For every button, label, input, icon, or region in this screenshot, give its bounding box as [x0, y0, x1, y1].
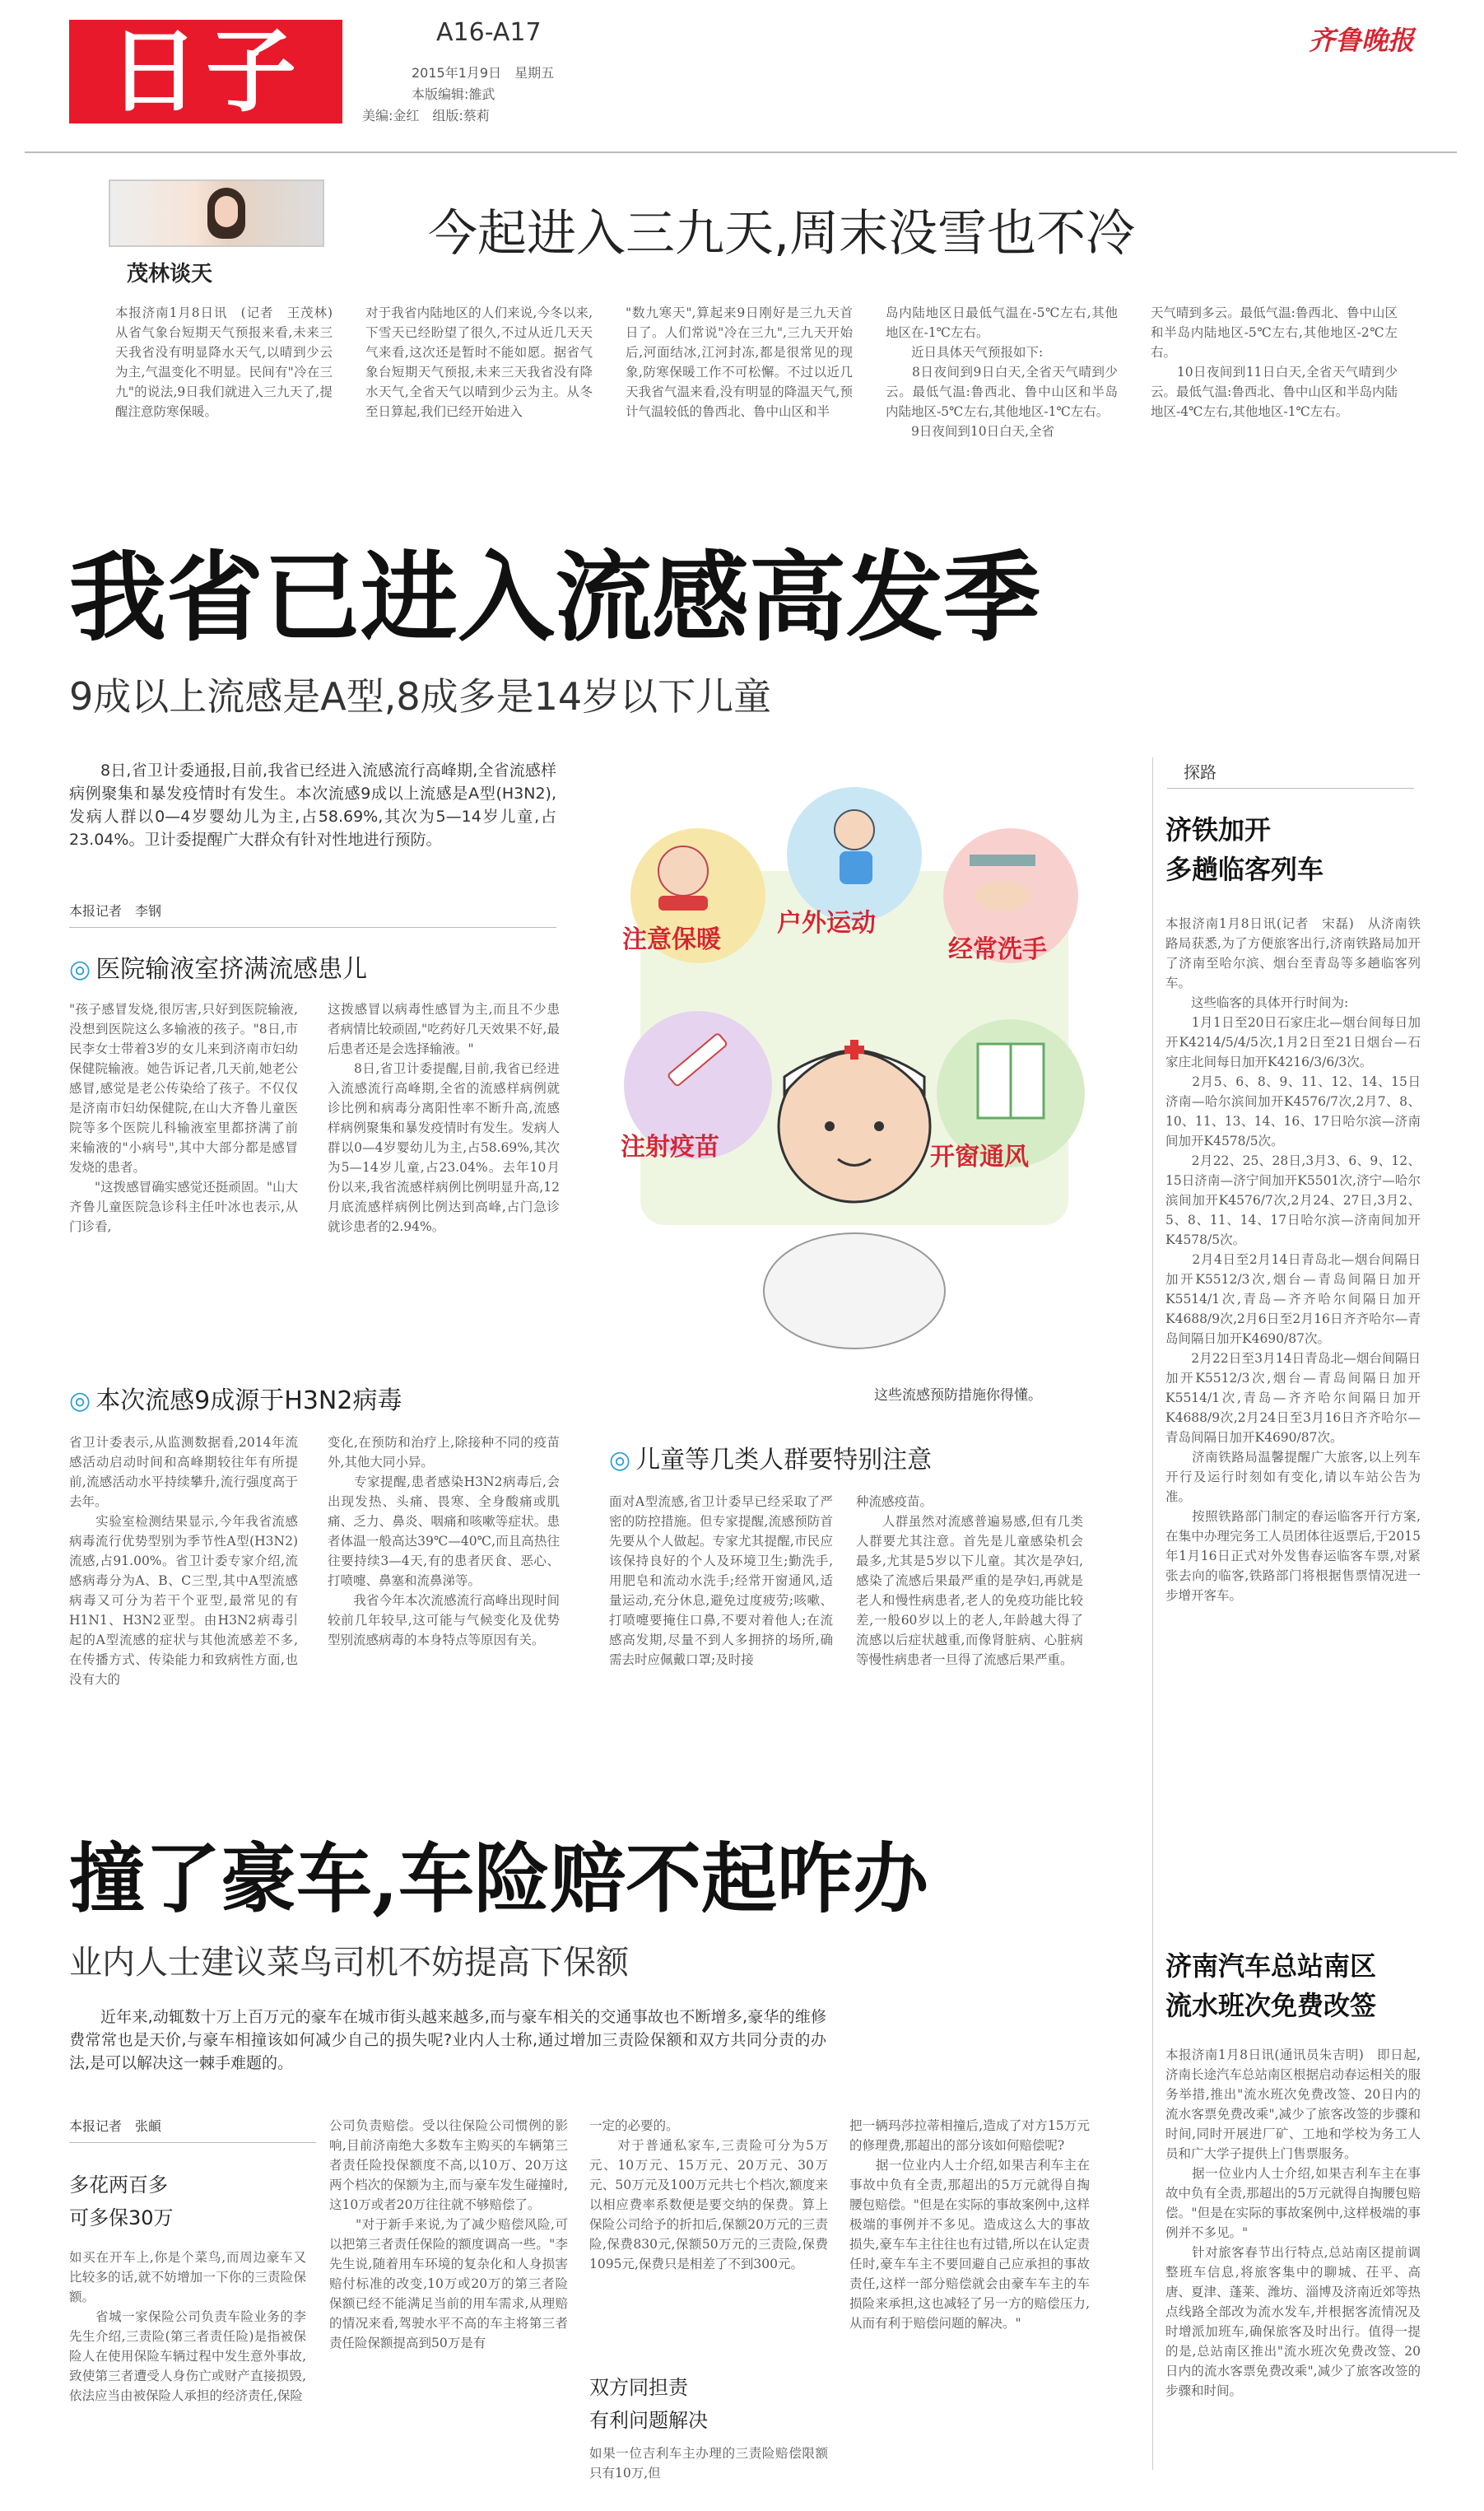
car-sub2-line1: 双方同担责: [589, 2376, 688, 2399]
flu-sec2-col-2: 变化,在预防和治疗上,除接种不同的疫苗外,其他大同小异。 专家提醒,患者感染H3N2病毒后,会出现发热、头痛、畏寒、全身酸痛或肌痛、乏力、鼻炎、咽痛和咳嗽等症状。患者体温一般高达39℃—40℃,而且高热往往要持续3—4天,有的患者厌食、恶心、打喷嚏、鼻塞和流鼻涕等。 我省今年本次流感流行高峰出现时间较前几年较早,这可能与气候变化及优势型别流感病毒的本身特点等原因有关。: [328, 1435, 560, 1647]
subhead-flu: 9成以上流感是A型,8成多是14岁以下儿童: [69, 674, 772, 719]
columnist-photo: [109, 179, 324, 247]
headline-flu-season: 我省已进入流感高发季: [69, 540, 1041, 655]
article1-col-2: 对于我省内陆地区的人们来说,今冬以来,下雪天已经盼望了很久,不过从近几天天气来看,这次还是暂时不能如愿。据省气象台短期天气预报,未来三天我省没有降水天气,全省天气以晴到少云为主。从冬至日算起,我们已经开始进入: [365, 305, 593, 419]
editor-credit: 本版编辑:雒武: [412, 86, 495, 102]
flu-prevention-illustration: [607, 780, 1101, 1404]
illustration-svg: [607, 780, 1101, 1357]
car-byline: 本报记者 张頔: [69, 2118, 162, 2134]
circle-bullet-icon: ◎: [609, 1446, 631, 1474]
sidebar-story1-headline: [1165, 810, 1429, 889]
car-col-2: 公司负责赔偿。受以往保险公司惯例的影响,目前济南绝大多数车主购买的车辆第三者责任险投保额度不高,以10万、20万这两个档次的保额为主,而与豪车发生碰撞时,这10万或者20万往往就不够赔偿了。 "对于新手来说,为了减少赔偿风险,可以把第三者责任保险的额度调高一些。"李先生说,随着用车环境的复杂化和人身损害赔付标准的改变,10万或20万的第三者险保额已经不能满足当前的用车需求,从理赔的情况来看,驾驶水平不高的车主将第三者责任险保额提高到50万是有: [329, 2118, 568, 2350]
illus-label-keep-warm: 注意保暖: [622, 925, 721, 954]
circle-bullet-icon: ◎: [69, 1386, 91, 1415]
car-col-3: 一定的必要的。 对于普通私家车,三责险可分为5万元、10万元、15万元、20万元、30万元、50万元及100万元共七个档次,额度来以相应费率系数便是要交纳的保费。算上保险公司给予的折扣后,保额20万元的三责险,保费830元,保额50万元的三责险,保费1095元,保费只是相差了不到300元。: [589, 2118, 828, 2271]
sidebar-tag-label: 探路: [1184, 762, 1217, 782]
kid-scarf-icon: [658, 846, 708, 911]
car-col-4: 把一辆玛莎拉蒂相撞后,造成了对方15万元的修理费,那超出的部分该如何赔偿呢? 据一位业内人士介绍,如果吉利车主在事故中负有全责,那超出的5万元就得自掏腰包赔偿。"但是在实际的事故案例中,这样极端的事例并不多见。造成这么大的事故损失,豪车车主往往也有过错,所以在认定责任时,豪车车主不要回避自己应承担的事故责任,这样一部分赔偿就会由豪车车主的车损险来承担,这也减轻了另一方的赔偿压力,从而有利于赔偿问题的解决。": [849, 2118, 1090, 2331]
sidebar-story1-line2: 多趟临客列车: [1165, 854, 1324, 885]
sidebar-story2-line1: 济南汽车总站南区: [1165, 1950, 1377, 1982]
illus-label-wash-hands: 经常洗手: [948, 935, 1047, 964]
car-sub1-line2: 可多保30万: [69, 2206, 174, 2229]
sidebar-tag: [1167, 759, 1414, 789]
section-hospital-heading: [69, 948, 367, 985]
sidebar-story1-line1: 济铁加开: [1165, 814, 1272, 846]
issue-date: 2015年1月9日 星期五: [412, 65, 555, 81]
car-sub1-heading: [69, 2169, 174, 2234]
subhead-luxury-car: 业内人士建议菜鸟司机不妨提高下保额: [69, 1944, 629, 1982]
article1-col-3: "数九寒天",算起来9日刚好是三九天首日了。人们常说"冷在三九",三九天开始后,河面结冰,江河封冻,都是很常见的现象,防寒保暖工作不可松懈。不过以近几天我省气温来看,没有明显的降温天气,预计气温较低的鲁西北、鲁中山区和半: [626, 305, 853, 419]
newspaper-name: 齐鲁晚报: [1309, 25, 1415, 56]
car-sub2-col: 如果一位吉利车主办理的三责险赔偿限额只有10万,但: [589, 2446, 828, 2481]
section-groups-title: 儿童等几类人群要特别注意: [635, 1446, 933, 1474]
section-h3n2-heading: [69, 1380, 402, 1416]
illus-label-exercise: 户外运动: [777, 909, 876, 938]
design-credit: 美编:金红 组版:蔡莉: [362, 108, 490, 123]
section-logo: 日子: [69, 20, 342, 123]
section-groups-heading: [609, 1439, 932, 1475]
article1-col-5: 天气晴到多云。最低气温:鲁西北、鲁中山区和半岛内陆地区-5℃左右,其他地区-2℃左右。 10日夜间到11日白天,全省天气晴到少云。最低气温:鲁西北、鲁中山区和半岛内陆地区-4℃左右,其他地区-1℃左右。: [1151, 305, 1398, 419]
car-byline-rule: [69, 2142, 316, 2143]
window-icon: [978, 1044, 1044, 1118]
car-sub2-heading: [589, 2371, 708, 2437]
headline-cold-weather: 今起进入三九天,周末没雪也不冷: [428, 205, 1136, 263]
column-tag: 茂林谈天: [127, 262, 213, 287]
car-sub2-line2: 有利问题解决: [589, 2409, 708, 2432]
illus-label-ventilate: 开窗通风: [930, 1143, 1029, 1172]
headline-luxury-car: 撞了豪车,车险赔不起咋办: [69, 1834, 929, 1923]
section-h3n2-title: 本次流感9成源于H3N2病毒: [95, 1386, 402, 1415]
section-hospital-title: 医院输液室挤满流感患儿: [95, 955, 368, 984]
flu-byline-rule: [69, 927, 556, 928]
sidebar-story2-headline: [1165, 1946, 1429, 2025]
flu-sec1-col-1: "孩子感冒发烧,很厉害,只好到医院输液,没想到医院这么多输液的孩子。"8日,市民李女士带着3岁的女儿来到济南市妇幼保健院输液。她告诉记者,几天前,她老公感冒,感觉是老公传染给了孩子。不仅仅是济南市妇幼保健院,在山大齐鲁儿童医院等多个医院儿科输液室里都挤满了前来输液的"小病号",其中大部分都是感冒发烧的患者。 "这拨感冒确实感觉还挺顽固。"山大齐鲁儿童医院急诊科主任叶冰也表示,从门诊看,: [69, 1002, 298, 1234]
sidebar-story2-line2: 流水班次免费改签: [1165, 1990, 1377, 2021]
sidebar-left-rule: [1152, 757, 1153, 2470]
flu-sec3-col-1: 面对A型流感,省卫计委早已经采取了严密的防控措施。但专家提醒,流感预防首先要从个人做起。专家尤其提醒,市民应该保持良好的个人及环境卫生;勤洗手,用肥皂和流动水洗手;经常开窗通风,适量运动,充分休息,避免过度疲劳;咳嗽、打喷嚏要掩住口鼻,不要对着他人;在流感高发期,尽量不到人多拥挤的场所,确需去时应佩戴口罩;及时接: [609, 1494, 833, 1667]
car-lede: 近年来,动辄数十万上百万元的豪车在城市街头越来越多,而与豪车相关的交通事故也不断增多,豪华的维修费常常也是天价,与豪车相撞该如何减少自己的损失呢?业内人士称,通过增加三责险保额和双方共同分责的办法,是可以解决这一棘手难题的。: [69, 2008, 826, 2072]
car-sub1-line1: 多花两百多: [69, 2173, 168, 2197]
sidebar-story2-body: 本报济南1月8日讯(通讯员朱吉明) 即日起,济南长途汽车总站南区根据启动春运相关的服务举措,推出"流水班次免费改签、20日内的流水客票免费改乘",减少了旅客改签的步骤和时间,同时开展进厂矿、工地和学校为务工人员和广大学子提供上门售票服务。 据一位业内人士介绍,如果吉利车主在事故中负有全责,那超出的5万元就得自掏腰包赔偿。"但是在实际的事故案例中,这样极端的事例并不多见。" 针对旅客春节出行特点,总站南区提前调整班车信息,将旅客集中的聊城、茌平、高唐、夏津、蓬莱、潍坊、淄博及济南近郊等热点线路全部改为流水发车,并根据客流情况及时增派加班车,确保旅客及时出行。值得一提的是,总站南区推出"流水班次免费改签、20日内的流水客票免费改乘",减少了旅客改签的步骤和时间。: [1165, 2047, 1421, 2398]
illus-caption: 这些流感预防措施你得懂。: [874, 1387, 1042, 1404]
sidebar-story1-body: 本报济南1月8日讯(记者 宋磊) 从济南铁路局获悉,为了方便旅客出行,济南铁路局加开了济南至哈尔滨、烟台至青岛等多趟临客列车。 这些临客的具体开行时间为: 1月1日至20日石家庄北—烟台间每日加开K4214/5/4/5次,1月2日至21日烟台—石家庄北间每日加开K4216/3/6/3次。 2月5、6、8、9、11、12、14、15日济南—哈尔滨间加开K4576/7次,2月7、8、10、11、13、14、16、17日哈尔滨—济南间加开K4578/5次。 2月22、25、28日,3月3、6、9、12、15日济南—济宁间加开K5501次,济宁—哈尔滨间加开K4576/7次,2月24、27日,3月2、5、8、11、14、17日哈尔滨—济南间加开K4578/5次。 2月4日至2月14日青岛北—烟台间隔日加开K5512/3次,烟台—青岛间隔日加开K5514/1次,青岛—齐齐哈尔间隔日加开K4688/9次,2月6日至2月16日齐齐哈尔—青岛间隔日加开K4690/87次。 2月22日至3月14日青岛北—烟台间隔日加开K5512/3次,烟台—青岛间隔日加开K5514/1次,青岛—齐齐哈尔间隔日加开K4688/9次,2月24日至3月16日齐齐哈尔—青岛间隔日加开K4690/87次。 济南铁路局温馨提醒广大旅客,以上列车开行及运行时刻如有变化,请以车站公告为准。 按照铁路部门制定的春运临客开行方案,在集中办理完务工人员团体往返票后,于2015年1月16日正式对外发售春运临客车票,对紧张去向的临客,铁路部门将根据售票情况进一步增开客车。: [1165, 916, 1421, 1603]
flu-sec3-col-2: 种流感疫苗。 人群虽然对流感普遍易感,但有几类人群要尤其注意。首先是儿童感染机会最多,尤其是5岁以下儿童。其次是孕妇,感染了流感后果最严重的是孕妇,再就是老人和慢性病患者,老人的免疫功能比较差,一般60岁以上的老人,年龄越大得了流感以后症状越重,而像肾脏病、心脏病等慢性病患者一旦得了流感后果严重。: [856, 1494, 1083, 1667]
page-range: A16-A17: [436, 18, 542, 47]
car-sub1-col: 如买在开车上,你是个菜鸟,而周边豪车又比较多的话,就不妨增加一下你的三责险保额。 省城一家保险公司负责车险业务的李先生介绍,三责险(第三者责任险)是指被保险人在使用保险车辆过程中发生意外事故,致使第三者遭受人身伤亡或财产直接损毁,依法应当由被保险人承担的经济责任,保险: [69, 2250, 306, 2403]
flu-lede: 8日,省卫计委通报,目前,我省已经进入流感流行高峰期,全省流感样病例聚集和暴发疫情时有发生。本次流感9成以上流感是A型(H3N2),发病人群以0—4岁婴幼儿为主,占58.69%,其次为5—14岁儿童,占23.04%。卫计委提醒广大群众有针对性地进行预防。: [69, 762, 556, 849]
article1-col-1: 本报济南1月8日讯 (记者 王茂林) 从省气象台短期天气预报来看,未来三天我省没有明显降水天气,以晴到少云为主,气温变化不明显。民间有"冷在三九"的说法,9日我们就进入三九天了,提醒注意防寒保暖。: [115, 305, 346, 419]
circle-bullet-icon: ◎: [69, 955, 91, 984]
masthead-rule: [25, 151, 1457, 153]
flu-sec2-col-1: 省卫计委表示,从监测数据看,2014年流感活动启动时间和高峰期较往年有所提前,流感活动水平持续攀升,流行强度高于去年。 实验室检测结果显示,今年我省流感病毒流行优势型别为季节性A型(H3N2)流感,占91.00%。省卫计委专家介绍,流感病毒分为A、B、C三型,其中A型流感病毒又可分为若干个亚型,最常见的有H1N1、H3N2亚型。由H3N2病毒引起的A型流感的症状与其他流感差不多,在传播方式、传染能力和致病性方面,也没有大的: [69, 1435, 298, 1687]
flu-sec1-col-2: 这拨感冒以病毒性感冒为主,而且不少患者病情比较顽固,"吃药好几天效果不好,最后患者还是会选择输液。" 8日,省卫计委提醒,目前,我省已经进入流感流行高峰期,全省的流感样病例就诊比例和病毒分离阳性率不断升高,流感样病例聚集和暴发疫情时有发生。发病人群以0—4岁婴幼儿为主,占58.69%,其次为5—14岁儿童,占23.04%。去年10月份以来,我省流感样病例比例明显升高,12月底流感样病例比例达到高峰,占门急诊就诊患者的2.94%。: [328, 1002, 560, 1234]
article1-col-4: 岛内陆地区日最低气温在-5℃左右,其他地区在-1℃左右。 近日具体天气预报如下: 8日夜间到9日白天,全省天气晴到少云。最低气温:鲁西北、鲁中山区和半岛内陆地区-5℃左右,其他地区-1℃左右。 9日夜间到10日白天,全省: [886, 305, 1118, 439]
illus-label-vaccine: 注射疫苗: [621, 1133, 719, 1162]
flu-byline: 本报记者 李钢: [69, 903, 162, 919]
